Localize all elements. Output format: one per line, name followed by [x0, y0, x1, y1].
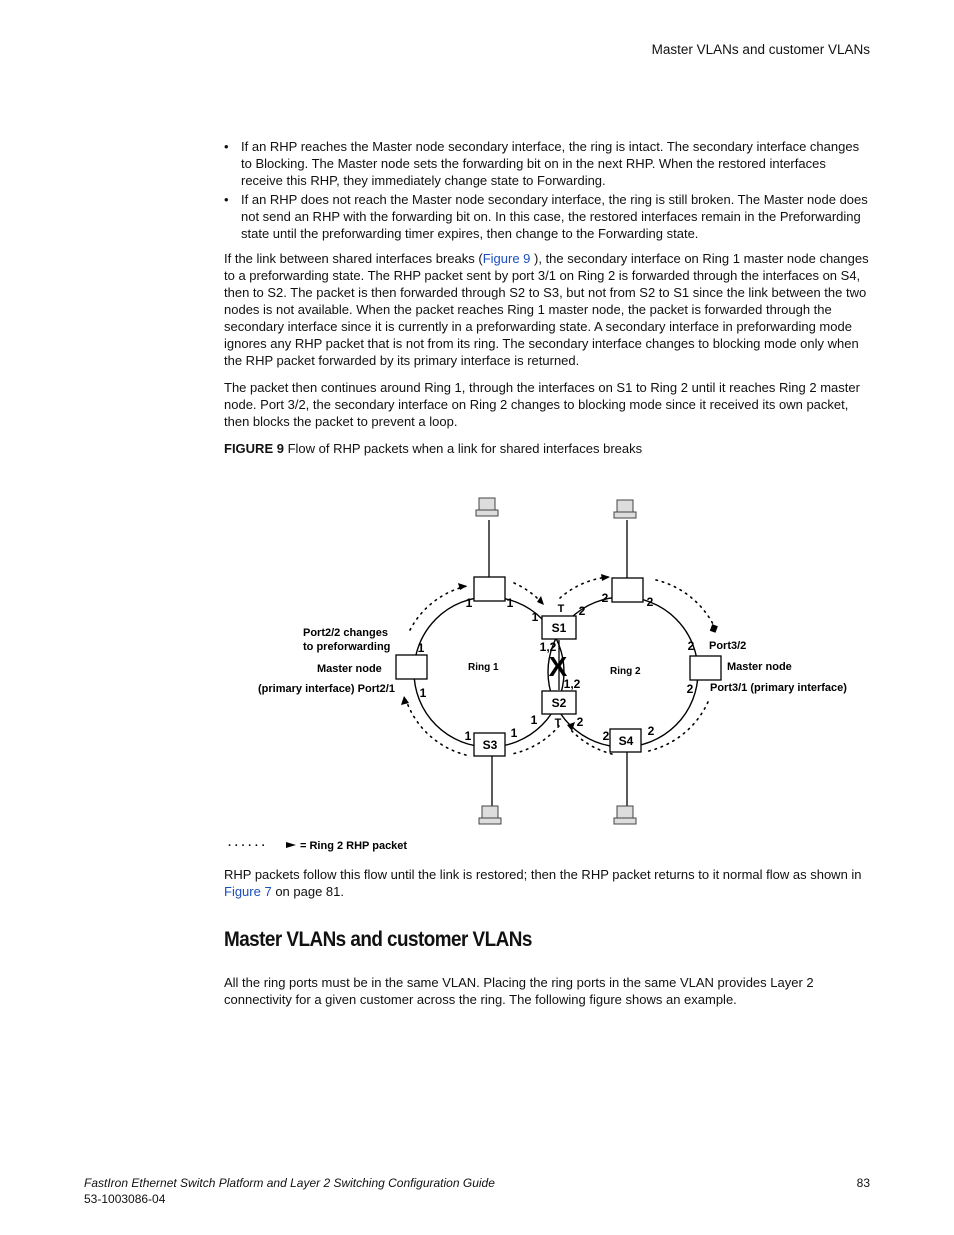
- port-number: 1,2: [539, 640, 557, 654]
- port-number: 1: [464, 729, 472, 743]
- master-node-left-label: Master node: [317, 663, 382, 675]
- s1-label: S1: [551, 621, 567, 635]
- master-node-left: [396, 655, 427, 679]
- figure-9-link[interactable]: Figure 9: [482, 251, 531, 266]
- paragraph: All the ring ports must be in the same VLAN. Placing the ring ports in the same VLAN provides Layer 2 connectivity for a given customer across the ring. The following figure shows an example.: [224, 975, 814, 1007]
- ring-1-label: Ring 1: [468, 662, 499, 673]
- text: RHP packets follow this flow until the link is restored; then the RHP packet returns to it normal flow as shown in: [224, 867, 862, 882]
- caption-text: Flow of RHP packets when a link for shared interfaces breaks: [283, 441, 643, 456]
- running-header: Master VLANs and customer VLANs: [651, 42, 870, 57]
- footer-doc-number: 53-1003086-04: [84, 1192, 166, 1206]
- legend-dots: · · · · · ·: [228, 840, 266, 852]
- port31-label: Port3/1 (primary interface): [710, 682, 847, 694]
- port-number: 2: [578, 604, 586, 618]
- port-number: 1: [417, 641, 425, 655]
- port-number: 2: [647, 724, 655, 738]
- port-number: 2: [687, 639, 695, 653]
- figure-7-link[interactable]: Figure 7: [224, 884, 272, 899]
- blocked-marker: T: [557, 603, 565, 615]
- port-number: 1,2: [563, 677, 581, 691]
- master-node-right-label: Master node: [727, 661, 792, 673]
- legend-text: = Ring 2 RHP packet: [300, 840, 408, 852]
- section-heading: Master VLANs and customer VLANs: [224, 928, 532, 951]
- text: ), the secondary interface on Ring 1 master node changes to a preforwarding state. The RHP packet sent by port 3/1 on Ring 2 is forwarded through the interfaces on S4, then to S2. The packet is then forwarded through S2 to S3, but not from S2 to S1 since the link between the two nodes is not available. When the packet reaches Ring 1 master node, the packet is forwarded through the secondary interface since it is currently in a preforwarding state. A secondary interface in preforwarding mode ignores any RHP packet that is not from its ring. The secondary interface changes to blocking mode only when the RHP packet forwarded by its primary interface is returned.: [224, 251, 869, 368]
- s3-label: S3: [482, 738, 498, 752]
- master-node-right: [690, 656, 721, 680]
- ring-2-top-node: [612, 578, 643, 602]
- port-number: 2: [646, 595, 654, 609]
- port22-label: Port2/2 changes: [303, 627, 388, 639]
- port22-label: to preforwarding: [303, 641, 391, 653]
- caption-label: FIGURE 9: [224, 441, 284, 456]
- page-number: 83: [856, 1176, 870, 1190]
- blocked-marker: T: [554, 717, 562, 729]
- port-number: 2: [601, 591, 609, 605]
- bullet-list: [224, 138, 870, 242]
- figure-caption: [224, 440, 870, 457]
- port-number: 2: [576, 715, 584, 729]
- page-footer: [84, 1175, 870, 1207]
- port-number: 1: [506, 596, 514, 610]
- port-number: 1: [530, 713, 538, 727]
- port-number: 1: [510, 726, 518, 740]
- bullet-item: • If an RHP reaches the Master node secondary interface, the ring is intact. The secondary interface changes to Blocking. The Master node sets the forwarding bit on in the next RHP. When the restored interfaces receive this RHP, they immediately change state to Forwarding.: [224, 138, 870, 189]
- port-number: 2: [686, 682, 694, 696]
- paragraph: [224, 250, 870, 369]
- text: If the link between shared interfaces breaks (: [224, 251, 483, 266]
- s2-label: S2: [551, 696, 567, 710]
- s4-label: S4: [618, 734, 634, 748]
- paragraph: [224, 866, 870, 900]
- paragraph: The packet then continues around Ring 1, through the interfaces on S1 to Ring 2 until it reaches Ring 2 master node. Port 3/2, the secondary interface on Ring 2 changes to blocking mode since it received its own packet, then blocks the packet to prevent a loop.: [224, 380, 860, 429]
- port32-label: Port3/2: [709, 640, 747, 652]
- link-break-mark: X: [548, 651, 568, 682]
- port-number: 1: [465, 596, 473, 610]
- port-number: 1: [419, 686, 427, 700]
- ring-diagram: [224, 490, 884, 860]
- primary-interface-left-label: (primary interface) Port2/1: [258, 683, 395, 695]
- ring-2-label: Ring 2: [610, 666, 641, 677]
- body-text: [224, 138, 870, 457]
- port-number: 1: [531, 610, 539, 624]
- ring-1-top-node: [474, 577, 505, 601]
- text: on page 81.: [271, 884, 344, 899]
- footer-title: FastIron Ethernet Switch Platform and Layer 2 Switching Configuration Guide: [84, 1176, 495, 1190]
- bullet-item: • If an RHP does not reach the Master node secondary interface, the ring is still broken. The Master node does not send an RHP with the forwarding bit on. In this case, the restored interfaces remain in the Preforwarding state until the preforwarding timer expires, then change to the Forwarding state.: [224, 191, 870, 242]
- port-number: 2: [602, 729, 610, 743]
